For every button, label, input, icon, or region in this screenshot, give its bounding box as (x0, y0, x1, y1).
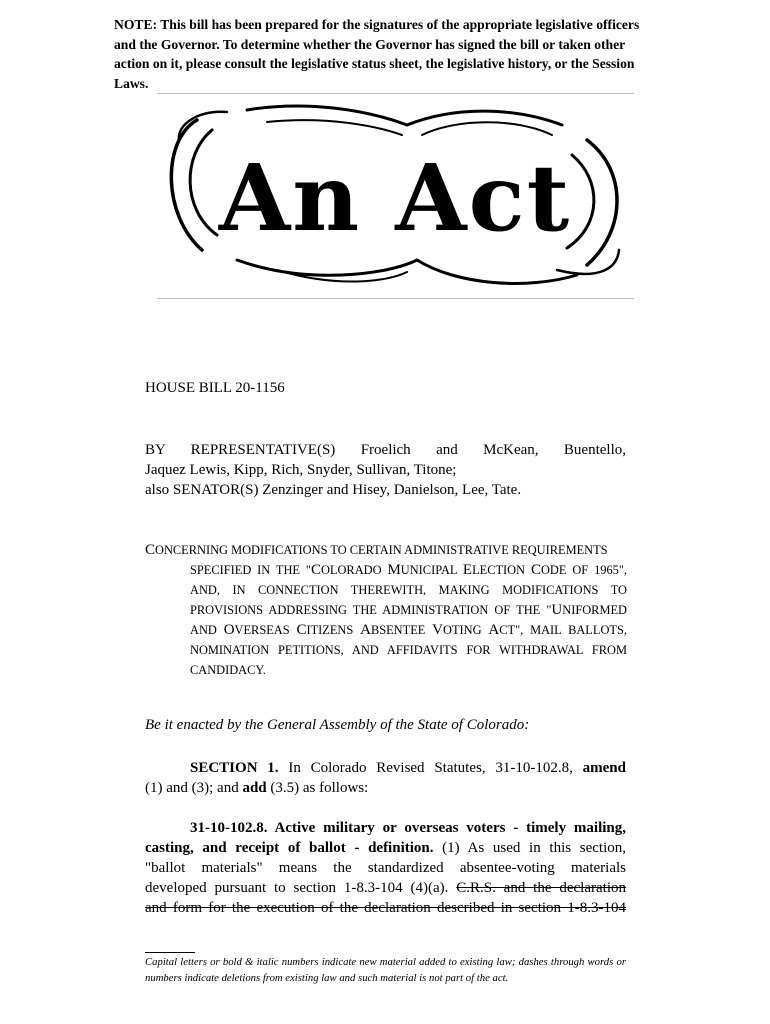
bill-title (145, 540, 627, 680)
logo-bottom-rule (157, 298, 634, 299)
deleted-text: and form for the execution of the declaration described in section 1-8.3-104 (145, 900, 626, 916)
section-text: (3.5) as follows: (266, 780, 369, 796)
title-line: AND, IN CONNECTION THEREWITH, MAKING MODIFICATIONS TO (190, 583, 627, 597)
statute-text-line: (1) As used in this section, (433, 840, 627, 856)
title-line: NOMINATION PETITIONS, AND AFFIDAVITS FOR WITHDRAWAL FROM (190, 643, 627, 657)
statute-heading: 31-10-102.8. Active military or overseas voters - timely mailing, (190, 820, 626, 836)
an-act-logo-text: An Act (218, 144, 572, 252)
sponsors-line-3: also SENATOR(S) Zenzinger and Hisey, Danielson, Lee, Tate. (145, 482, 522, 498)
amend-keyword: amend (582, 760, 626, 776)
add-keyword: add (242, 780, 267, 796)
title-line: CANDIDACY. (190, 663, 266, 677)
title-line: PROVISIONS ADDRESSING THE ADMINISTRATION OF THE "UNIFORMED (190, 602, 627, 618)
section-text: In Colorado Revised Statutes, 31-10-102.8, (278, 760, 583, 776)
sponsors-line-2: Jaquez Lewis, Kipp, Rich, Snyder, Sullivan, Titone; (145, 462, 457, 478)
statute-text (145, 818, 626, 918)
sponsors-line-1: BY REPRESENTATIVE(S) Froelich and McKean, Buentello, (145, 442, 626, 458)
footnote-rule (145, 952, 195, 953)
statute-text-line: "ballot materials" means the standardized absentee-voting materials (145, 860, 626, 876)
statute-heading: casting, and receipt of ballot - definition. (145, 840, 434, 856)
title-line: SPECIFIED IN THE "COLORADO MUNICIPAL ELECTION CODE OF 1965", (190, 562, 628, 578)
an-act-logo (157, 100, 634, 292)
section-1 (145, 758, 626, 798)
deleted-text: C.R.S. and the declaration (456, 880, 626, 896)
signature-note: NOTE: This bill has been prepared for the signatures of the appropriate legislative officers and the Governor. To determine whether the Governor has signed the bill or taken other action on it, please consult the legislative status sheet, the legislative history, or the Session Laws. (114, 17, 640, 91)
bill-number: HOUSE BILL 20-1156 (145, 380, 285, 396)
statute-text-line: developed pursuant to section 1-8.3-104 (4)(a). (145, 880, 457, 896)
sponsors-block (145, 440, 626, 500)
section-heading: SECTION 1. (190, 760, 279, 776)
footnote: Capital letters or bold & italic numbers indicate new material added to existing law; dashes through words or numbers indicate deletions from existing law and such material is not part of the act. (145, 956, 626, 984)
title-line: CONCERNING MODIFICATIONS TO CERTAIN ADMINISTRATIVE REQUIREMENTS (145, 542, 608, 558)
logo-top-rule (157, 93, 634, 94)
section-text: (1) and (3); and (145, 780, 243, 796)
enacting-clause: Be it enacted by the General Assembly of the State of Colorado: (145, 717, 530, 733)
title-line: AND OVERSEAS CITIZENS ABSENTEE VOTING ACT", MAIL BALLOTS, (190, 622, 627, 638)
